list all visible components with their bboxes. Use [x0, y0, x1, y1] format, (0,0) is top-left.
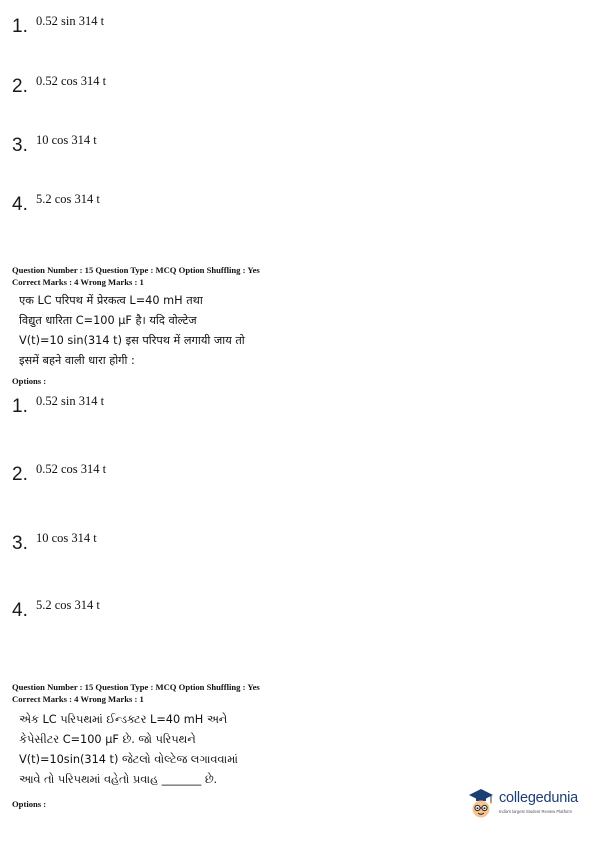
option-number: 3.	[12, 533, 28, 554]
option-text: 0.52 cos 314 t	[36, 462, 107, 476]
options-label: Options :	[12, 799, 47, 809]
option-2	[12, 460, 106, 484]
option-text: 5.2 cos 314 t	[36, 192, 100, 206]
question-meta: Question Number : 15 Question Type : MCQ Option Shuffling : Yes	[12, 265, 260, 275]
options-label: Options :	[12, 376, 47, 386]
option-text: 0.52 sin 314 t	[36, 394, 105, 408]
question-text-line: V(t)=10 sin(314 t) इस परिपथ में लगायी जाय तो	[19, 334, 245, 347]
option-2	[12, 72, 106, 96]
option-3	[12, 529, 97, 553]
question-text-line: V(t)=10sin(314 t) જેટલો વોલ્ટેજ લગાવવામાં	[19, 753, 238, 766]
question-text-line: કેપેસીટર C=100 μF છે. જો પરિપથને	[19, 733, 196, 746]
question-marks: Correct Marks : 4 Wrong Marks : 1	[12, 694, 144, 704]
option-1	[12, 392, 104, 416]
question-text-line: एक LC परिपथ में प्रेरकत्व L=40 mH तथा	[19, 294, 203, 307]
option-text: 10 cos 314 t	[36, 531, 97, 545]
option-number: 2.	[12, 76, 28, 97]
question-text-line: विद्युत धारिता C=100 μF है। यदि वोल्टेज	[19, 314, 197, 327]
option-number: 4.	[12, 600, 28, 621]
graduate-mascot-icon	[467, 786, 495, 820]
option-3	[12, 131, 97, 155]
option-text: 5.2 cos 314 t	[36, 598, 100, 612]
question-marks: Correct Marks : 4 Wrong Marks : 1	[12, 277, 144, 287]
option-4	[12, 190, 100, 214]
question-text-line: એક LC પરિપથમાં ઈન્ડક્ટર L=40 mH અને	[19, 713, 228, 726]
collegedunia-logo	[467, 786, 589, 824]
option-4	[12, 596, 100, 620]
option-text: 10 cos 314 t	[36, 133, 97, 147]
logo-brand-text: collegedunia	[499, 790, 579, 806]
option-1	[12, 12, 104, 36]
question-text-line: આવે તો પરિપથમાં વહેતો પ્રવાહ _______ છે.	[19, 773, 218, 786]
option-number: 2.	[12, 464, 28, 485]
option-number: 3.	[12, 135, 28, 156]
logo-tagline: India's largest Student Review Platform	[499, 809, 572, 814]
option-text: 0.52 sin 314 t	[36, 14, 105, 28]
option-number: 4.	[12, 194, 28, 215]
question-text-line: इसमें बहने वाली धारा होगी :	[19, 354, 135, 367]
question-meta: Question Number : 15 Question Type : MCQ Option Shuffling : Yes	[12, 682, 260, 692]
option-text: 0.52 cos 314 t	[36, 74, 107, 88]
option-number: 1.	[12, 396, 28, 417]
option-number: 1.	[12, 16, 28, 37]
